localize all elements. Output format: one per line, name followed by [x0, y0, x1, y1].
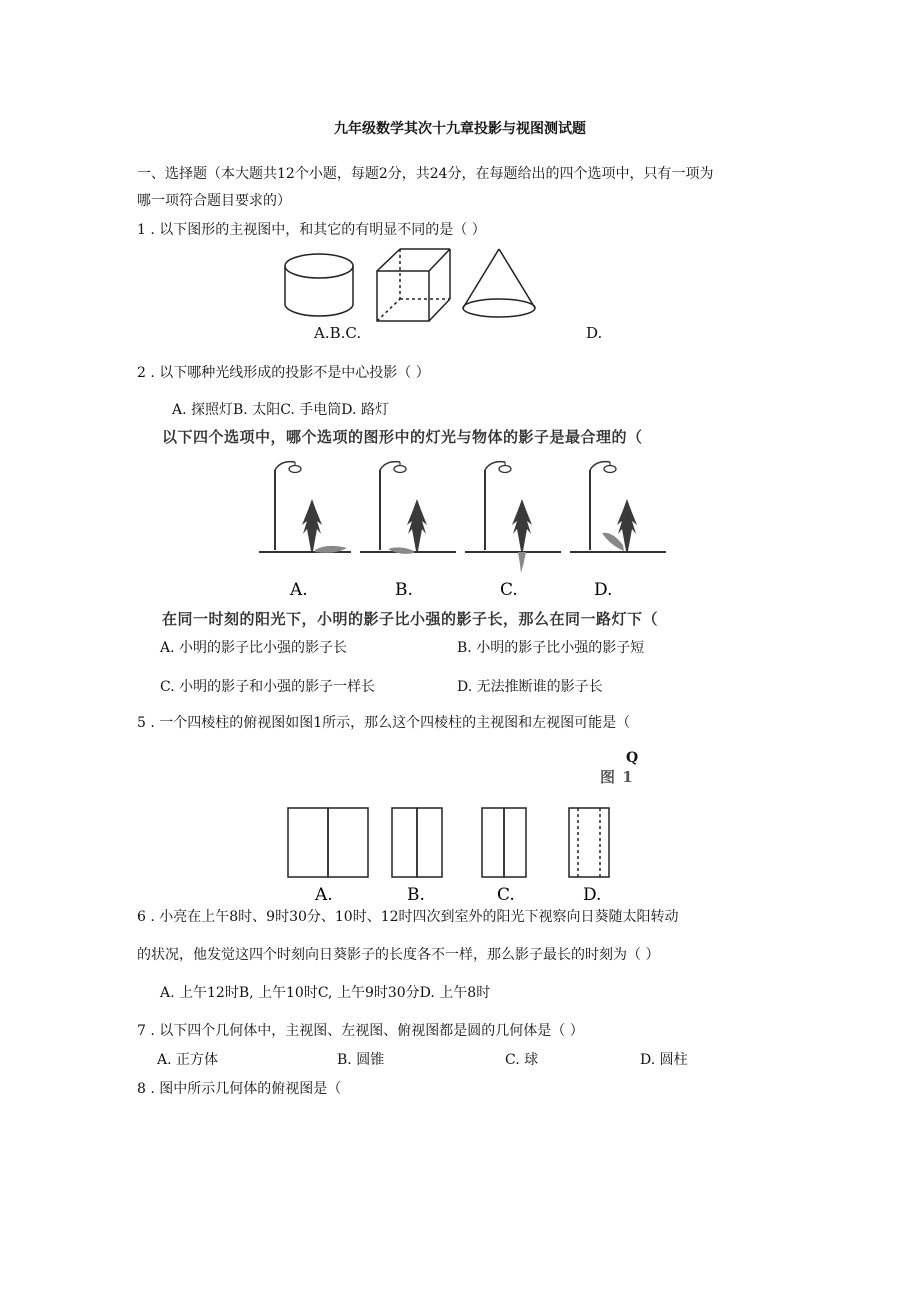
- page-title: 九年级数学其次十九章投影与视图测试题: [334, 121, 586, 137]
- question-5: 5 . 一个四棱柱的俯视图如图1所示，那么这个四棱柱的主视图和左视图可能是（: [137, 715, 631, 731]
- question-7: 7 . 以下四个几何体中，主视图、左视图、俯视图都是圆的几何体是（ ）: [137, 1023, 584, 1039]
- q3-label-b: B.: [395, 580, 413, 600]
- cylinder-shape: [285, 254, 353, 316]
- cube-shape: [377, 249, 450, 321]
- cone-shape: [463, 249, 535, 317]
- q7-option-d: D. 圆柱: [640, 1052, 688, 1068]
- question-2: 2 . 以下哪种光线形成的投影不是中心投影（ ）: [137, 365, 430, 381]
- q5-label-d: D.: [583, 885, 602, 905]
- lamp-panel-a: [259, 462, 351, 553]
- question-2-options: A. 探照灯B. 太阳C. 手电筒D. 路灯: [172, 402, 389, 418]
- question-6-options: A. 上午12时B, 上午10时C, 上午9时30分D. 上午8时: [160, 985, 491, 1001]
- q5-label-c: C.: [497, 885, 515, 905]
- q7-option-b: B. 圆锥: [337, 1052, 385, 1068]
- lamp-panel-b: [360, 462, 456, 554]
- question-1: 1 . 以下图形的主视图中，和其它的有明显不同的是（ ）: [137, 222, 486, 238]
- lamp-panel-c: [465, 462, 561, 573]
- q4-option-a: A. 小明的影子比小强的影子长: [160, 640, 348, 656]
- q3-label-d: D.: [594, 580, 613, 600]
- q5-option-d-shape: [569, 808, 609, 877]
- question-6-line1: 6 . 小亮在上午8时、9时30分、10时、12时四次到室外的阳光下视察向日葵随太阳转动: [137, 909, 679, 925]
- q3-streetlamp-figure: [255, 455, 675, 610]
- q5-q-mark: Q: [626, 750, 639, 766]
- q1-solids-figure: [280, 246, 550, 326]
- section-heading-line2: 哪一项符合题目要求的）: [137, 193, 291, 209]
- q1-labels-abc: A.B.C.: [314, 324, 362, 342]
- q4-option-c: C. 小明的影子和小强的影子一样长: [160, 679, 376, 695]
- q5-option-c-shape: [482, 808, 526, 877]
- question-4: 在同一时刻的阳光下，小明的影子比小强的影子长，那么在同一路灯下（: [162, 610, 659, 628]
- q7-option-c: C. 球: [505, 1052, 539, 1068]
- q4-option-b: B. 小明的影子比小强的影子短: [457, 640, 645, 656]
- q7-option-a: A. 正方体: [157, 1052, 219, 1068]
- q5-figure-caption: 图 1: [600, 768, 634, 786]
- q5-views-figure: [285, 805, 645, 905]
- question-8: 8 . 图中所示几何体的俯视图是（: [137, 1081, 342, 1097]
- q1-label-d: D.: [586, 324, 603, 342]
- lamp-panel-d: [570, 462, 666, 552]
- q5-label-b: B.: [407, 885, 425, 905]
- section-heading-line1: 一、选择题（本大题共12个小题，每题2分，共24分，在每题给出的四个选项中，只有一项为: [137, 166, 714, 182]
- q5-option-b-shape: [392, 808, 442, 877]
- question-6-line2: 的状况，他发觉这四个时刻向日葵影子的长度各不一样，那么影子最长的时刻为（ ）: [137, 947, 660, 963]
- q4-option-d: D. 无法推断谁的影子长: [457, 679, 603, 695]
- q3-label-a: A.: [290, 580, 308, 600]
- q5-label-a: A.: [315, 885, 333, 905]
- q5-option-a-shape: [288, 808, 368, 877]
- question-3: 以下四个选项中，哪个选项的图形中的灯光与物体的影子是最合理的（: [162, 428, 643, 446]
- q3-label-c: C.: [500, 580, 518, 600]
